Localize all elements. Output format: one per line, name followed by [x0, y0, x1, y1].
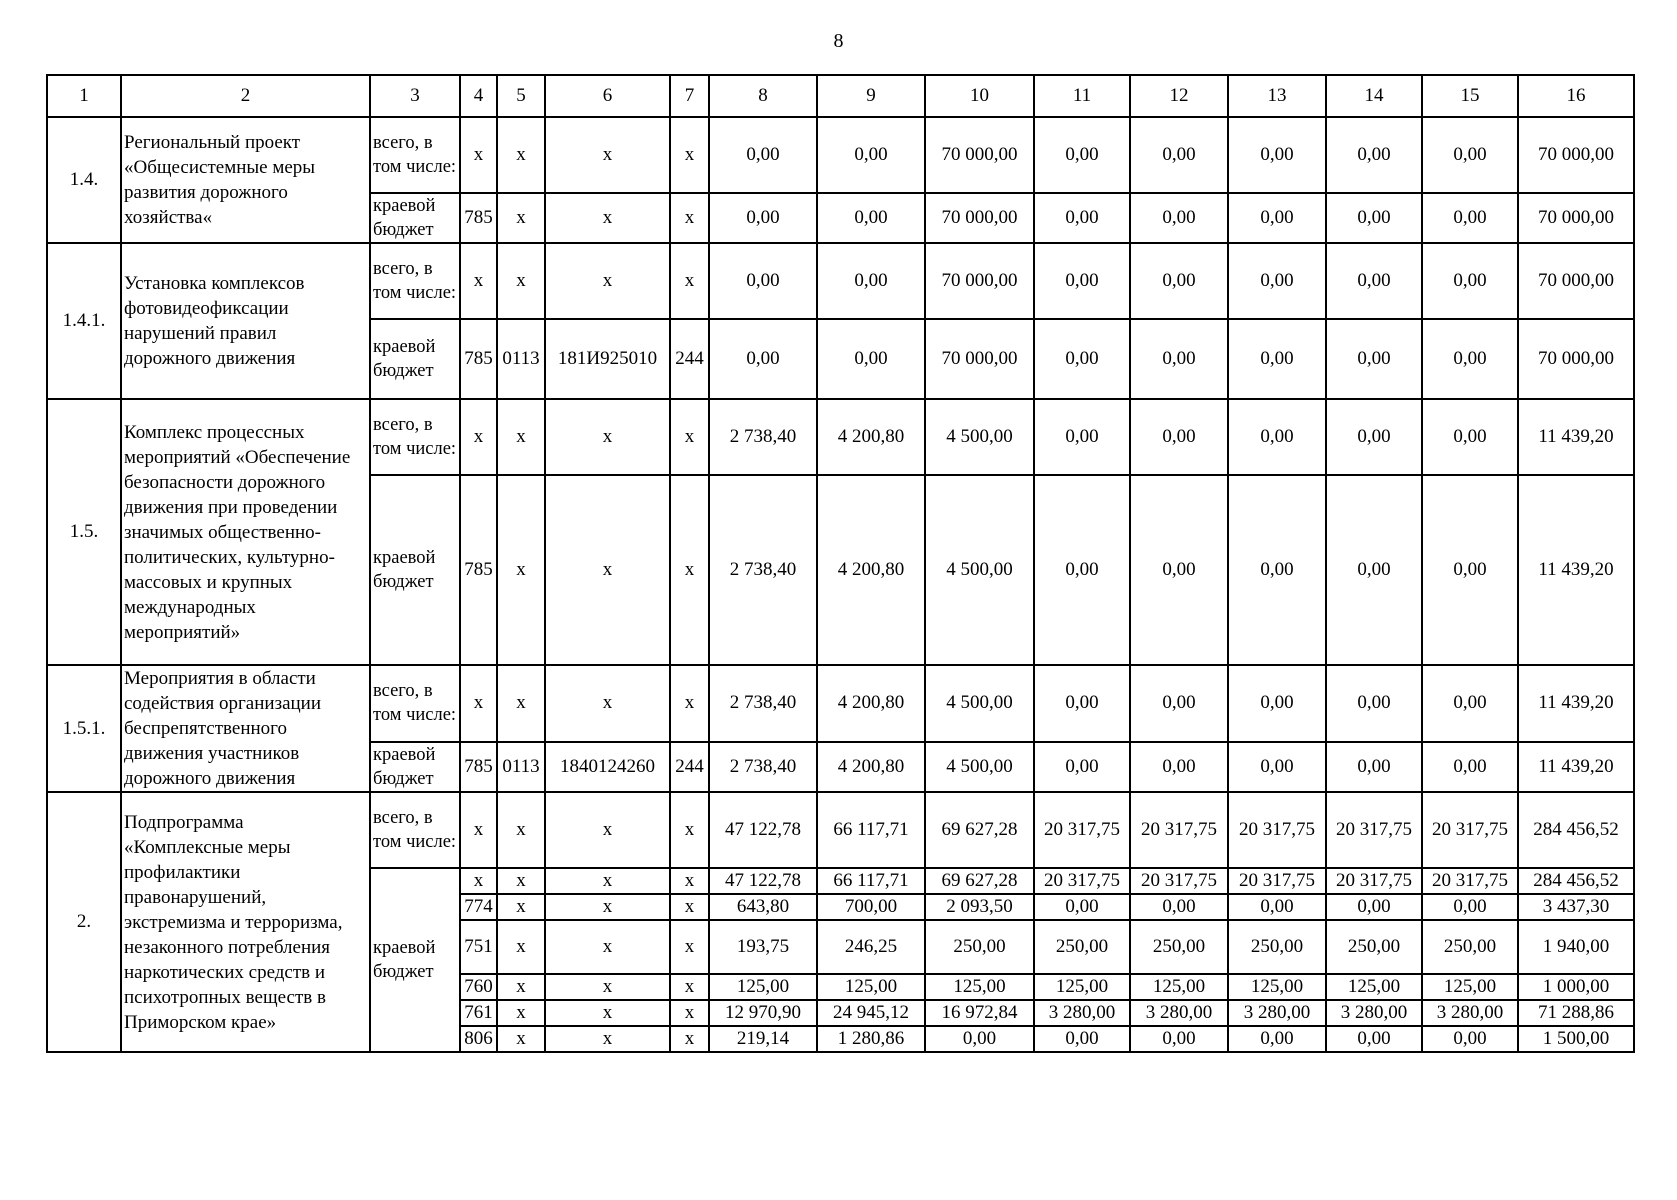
code-cell: x [545, 193, 670, 243]
code-cell: x [497, 920, 545, 974]
amount-cell: 0,00 [1326, 399, 1422, 475]
amount-cell: 0,00 [817, 117, 925, 193]
amount-cell: 0,00 [1130, 894, 1228, 920]
column-header: 1 [47, 75, 121, 117]
amount-cell: 66 117,71 [817, 792, 925, 868]
amount-cell: 0,00 [1034, 319, 1130, 399]
code-cell: x [670, 1026, 709, 1052]
amount-cell: 0,00 [1422, 894, 1518, 920]
code-cell: x [545, 243, 670, 319]
code-cell: x [670, 1000, 709, 1026]
table-body [47, 75, 1634, 1052]
amount-cell: 0,00 [1034, 665, 1130, 742]
code-cell: x [497, 792, 545, 868]
column-header: 14 [1326, 75, 1422, 117]
row-name: Комплекс процессных мероприятий «Обеспечение безопасности дорожного движения при проведении значимых общественно-политических, культурно-массовых и крупных международных мероприятий» [121, 399, 370, 665]
amount-cell: 70 000,00 [1518, 243, 1634, 319]
amount-cell: 0,00 [1422, 399, 1518, 475]
code-cell: x [545, 665, 670, 742]
column-header: 4 [460, 75, 497, 117]
column-header: 12 [1130, 75, 1228, 117]
amount-cell: 0,00 [1228, 117, 1326, 193]
amount-cell: 11 439,20 [1518, 665, 1634, 742]
code-cell: x [460, 399, 497, 475]
code-cell: x [460, 117, 497, 193]
amount-cell: 0,00 [709, 319, 817, 399]
code-cell: x [497, 117, 545, 193]
amount-cell: 125,00 [709, 974, 817, 1000]
code-cell: 181И925010 [545, 319, 670, 399]
amount-cell: 125,00 [1130, 974, 1228, 1000]
table-row [47, 117, 1634, 193]
funding-type-regional: краевой бюджет [370, 742, 460, 792]
column-header: 10 [925, 75, 1034, 117]
row-name: Установка комплексов фотовидеофиксации нарушений правил дорожного движения [121, 243, 370, 399]
amount-cell: 71 288,86 [1518, 1000, 1634, 1026]
column-header: 3 [370, 75, 460, 117]
amount-cell: 0,00 [709, 117, 817, 193]
amount-cell: 0,00 [817, 243, 925, 319]
funding-type-total: всего, в том числе: [370, 243, 460, 319]
amount-cell: 1 500,00 [1518, 1026, 1634, 1052]
code-cell: x [670, 475, 709, 665]
amount-cell: 219,14 [709, 1026, 817, 1052]
code-cell: x [460, 243, 497, 319]
column-header: 8 [709, 75, 817, 117]
amount-cell: 20 317,75 [1228, 792, 1326, 868]
row-number: 2. [47, 792, 121, 1052]
table-row [47, 243, 1634, 319]
amount-cell: 0,00 [1422, 475, 1518, 665]
code-cell: x [460, 792, 497, 868]
funding-type-total: всего, в том числе: [370, 665, 460, 742]
amount-cell: 250,00 [1034, 920, 1130, 974]
code-cell: x [670, 792, 709, 868]
amount-cell: 0,00 [1034, 894, 1130, 920]
amount-cell: 69 627,28 [925, 792, 1034, 868]
amount-cell: 125,00 [1326, 974, 1422, 1000]
amount-cell: 0,00 [1422, 742, 1518, 792]
amount-cell: 125,00 [1422, 974, 1518, 1000]
amount-cell: 0,00 [1326, 665, 1422, 742]
amount-cell: 0,00 [1422, 1026, 1518, 1052]
table-row [47, 792, 1634, 868]
amount-cell: 0,00 [1130, 742, 1228, 792]
amount-cell: 125,00 [1034, 974, 1130, 1000]
amount-cell: 700,00 [817, 894, 925, 920]
amount-cell: 1 000,00 [1518, 974, 1634, 1000]
row-number: 1.5. [47, 399, 121, 665]
amount-cell: 4 200,80 [817, 742, 925, 792]
amount-cell: 0,00 [1228, 1026, 1326, 1052]
amount-cell: 2 738,40 [709, 475, 817, 665]
code-cell: x [670, 243, 709, 319]
amount-cell: 4 500,00 [925, 475, 1034, 665]
code-cell: x [497, 665, 545, 742]
amount-cell: 69 627,28 [925, 868, 1034, 894]
amount-cell: 0,00 [1034, 1026, 1130, 1052]
column-header: 15 [1422, 75, 1518, 117]
amount-cell: 250,00 [1130, 920, 1228, 974]
amount-cell: 0,00 [1130, 1026, 1228, 1052]
code-cell: x [460, 868, 497, 894]
amount-cell: 125,00 [817, 974, 925, 1000]
column-header: 11 [1034, 75, 1130, 117]
code-cell: 0113 [497, 742, 545, 792]
amount-cell: 47 122,78 [709, 868, 817, 894]
amount-cell: 1 280,86 [817, 1026, 925, 1052]
amount-cell: 2 738,40 [709, 665, 817, 742]
code-cell: x [545, 974, 670, 1000]
amount-cell: 70 000,00 [1518, 319, 1634, 399]
amount-cell: 0,00 [1326, 117, 1422, 193]
amount-cell: 47 122,78 [709, 792, 817, 868]
amount-cell: 20 317,75 [1034, 868, 1130, 894]
amount-cell: 20 317,75 [1326, 792, 1422, 868]
amount-cell: 0,00 [817, 193, 925, 243]
amount-cell: 0,00 [1326, 894, 1422, 920]
amount-cell: 16 972,84 [925, 1000, 1034, 1026]
code-cell: x [497, 399, 545, 475]
code-cell: 785 [460, 742, 497, 792]
code-cell: 785 [460, 319, 497, 399]
funding-type-regional: краевой бюджет [370, 475, 460, 665]
amount-cell: 66 117,71 [817, 868, 925, 894]
code-cell: x [497, 475, 545, 665]
amount-cell: 4 500,00 [925, 665, 1034, 742]
column-header: 7 [670, 75, 709, 117]
code-cell: x [545, 117, 670, 193]
code-cell: 760 [460, 974, 497, 1000]
amount-cell: 0,00 [1130, 475, 1228, 665]
amount-cell: 20 317,75 [1422, 868, 1518, 894]
amount-cell: 0,00 [1422, 117, 1518, 193]
code-cell: x [670, 665, 709, 742]
amount-cell: 4 200,80 [817, 665, 925, 742]
code-cell: x [545, 1026, 670, 1052]
code-cell: x [670, 894, 709, 920]
amount-cell: 20 317,75 [1034, 792, 1130, 868]
code-cell: x [670, 974, 709, 1000]
funding-type-total: всего, в том числе: [370, 399, 460, 475]
code-cell: x [670, 193, 709, 243]
amount-cell: 0,00 [1034, 742, 1130, 792]
amount-cell: 0,00 [925, 1026, 1034, 1052]
row-name: Региональный проект «Общесистемные меры развития дорожного хозяйства« [121, 117, 370, 243]
funding-type-regional: краевой бюджет [370, 868, 460, 1052]
funding-type-total: всего, в том числе: [370, 117, 460, 193]
table-row [47, 399, 1634, 475]
amount-cell: 70 000,00 [1518, 117, 1634, 193]
amount-cell: 0,00 [1326, 475, 1422, 665]
amount-cell: 0,00 [1034, 117, 1130, 193]
code-cell: x [497, 243, 545, 319]
amount-cell: 20 317,75 [1422, 792, 1518, 868]
code-cell: 244 [670, 319, 709, 399]
code-cell: x [670, 920, 709, 974]
code-cell: 0113 [497, 319, 545, 399]
code-cell: 244 [670, 742, 709, 792]
amount-cell: 0,00 [1422, 243, 1518, 319]
budget-table [46, 74, 1635, 1053]
code-cell: x [545, 399, 670, 475]
amount-cell: 3 280,00 [1422, 1000, 1518, 1026]
code-cell: x [670, 399, 709, 475]
code-cell: x [670, 117, 709, 193]
amount-cell: 0,00 [1130, 243, 1228, 319]
amount-cell: 3 280,00 [1034, 1000, 1130, 1026]
amount-cell: 24 945,12 [817, 1000, 925, 1026]
amount-cell: 2 093,50 [925, 894, 1034, 920]
code-cell: x [545, 920, 670, 974]
column-header: 13 [1228, 75, 1326, 117]
code-cell: 785 [460, 193, 497, 243]
amount-cell: 70 000,00 [925, 117, 1034, 193]
column-header: 6 [545, 75, 670, 117]
code-cell: x [497, 1000, 545, 1026]
funding-type-regional: краевой бюджет [370, 193, 460, 243]
amount-cell: 20 317,75 [1326, 868, 1422, 894]
column-header: 16 [1518, 75, 1634, 117]
code-cell: x [497, 1026, 545, 1052]
amount-cell: 643,80 [709, 894, 817, 920]
amount-cell: 125,00 [1228, 974, 1326, 1000]
amount-cell: 0,00 [1228, 742, 1326, 792]
code-cell: x [545, 868, 670, 894]
column-header: 2 [121, 75, 370, 117]
code-cell: 1840124260 [545, 742, 670, 792]
row-number: 1.4.1. [47, 243, 121, 399]
amount-cell: 193,75 [709, 920, 817, 974]
header-row [47, 75, 1634, 117]
code-cell: 774 [460, 894, 497, 920]
code-cell: x [670, 868, 709, 894]
amount-cell: 3 280,00 [1326, 1000, 1422, 1026]
amount-cell: 125,00 [925, 974, 1034, 1000]
code-cell: x [497, 193, 545, 243]
amount-cell: 4 500,00 [925, 399, 1034, 475]
amount-cell: 0,00 [817, 319, 925, 399]
amount-cell: 0,00 [1326, 1026, 1422, 1052]
code-cell: x [545, 792, 670, 868]
amount-cell: 0,00 [1326, 319, 1422, 399]
amount-cell: 12 970,90 [709, 1000, 817, 1026]
amount-cell: 0,00 [1034, 399, 1130, 475]
amount-cell: 0,00 [1228, 894, 1326, 920]
amount-cell: 0,00 [1228, 193, 1326, 243]
code-cell: 751 [460, 920, 497, 974]
code-cell: x [497, 974, 545, 1000]
amount-cell: 0,00 [1326, 742, 1422, 792]
amount-cell: 2 738,40 [709, 742, 817, 792]
amount-cell: 0,00 [709, 243, 817, 319]
code-cell: x [545, 894, 670, 920]
code-cell: x [497, 894, 545, 920]
amount-cell: 20 317,75 [1130, 868, 1228, 894]
code-cell: x [460, 665, 497, 742]
column-header: 5 [497, 75, 545, 117]
amount-cell: 0,00 [1130, 193, 1228, 243]
amount-cell: 70 000,00 [1518, 193, 1634, 243]
amount-cell: 11 439,20 [1518, 399, 1634, 475]
amount-cell: 0,00 [1034, 243, 1130, 319]
amount-cell: 3 280,00 [1228, 1000, 1326, 1026]
amount-cell: 0,00 [1130, 319, 1228, 399]
amount-cell: 4 500,00 [925, 742, 1034, 792]
amount-cell: 0,00 [1228, 665, 1326, 742]
amount-cell: 0,00 [1130, 665, 1228, 742]
amount-cell: 250,00 [1422, 920, 1518, 974]
page-number: 8 [833, 30, 844, 52]
amount-cell: 0,00 [1130, 117, 1228, 193]
amount-cell: 11 439,20 [1518, 475, 1634, 665]
amount-cell: 0,00 [1422, 665, 1518, 742]
amount-cell: 0,00 [1228, 243, 1326, 319]
amount-cell: 1 940,00 [1518, 920, 1634, 974]
row-name: Мероприятия в области содействия организации беспрепятственного движения участников дорожного движения [121, 665, 370, 792]
amount-cell: 0,00 [1228, 319, 1326, 399]
amount-cell: 0,00 [1034, 193, 1130, 243]
row-number: 1.4. [47, 117, 121, 243]
amount-cell: 250,00 [1326, 920, 1422, 974]
amount-cell: 70 000,00 [925, 243, 1034, 319]
amount-cell: 250,00 [1228, 920, 1326, 974]
code-cell: 785 [460, 475, 497, 665]
amount-cell: 0,00 [1326, 243, 1422, 319]
amount-cell: 0,00 [1130, 399, 1228, 475]
funding-type-regional: краевой бюджет [370, 319, 460, 399]
amount-cell: 246,25 [817, 920, 925, 974]
column-header: 9 [817, 75, 925, 117]
code-cell: x [545, 1000, 670, 1026]
amount-cell: 0,00 [1422, 319, 1518, 399]
code-cell: x [545, 475, 670, 665]
amount-cell: 0,00 [1422, 193, 1518, 243]
table-row [47, 665, 1634, 742]
amount-cell: 0,00 [709, 193, 817, 243]
funding-type-total: всего, в том числе: [370, 792, 460, 868]
amount-cell: 4 200,80 [817, 475, 925, 665]
amount-cell: 20 317,75 [1130, 792, 1228, 868]
amount-cell: 20 317,75 [1228, 868, 1326, 894]
amount-cell: 3 437,30 [1518, 894, 1634, 920]
amount-cell: 11 439,20 [1518, 742, 1634, 792]
amount-cell: 70 000,00 [925, 193, 1034, 243]
amount-cell: 3 280,00 [1130, 1000, 1228, 1026]
code-cell: 761 [460, 1000, 497, 1026]
code-cell: x [497, 868, 545, 894]
amount-cell: 4 200,80 [817, 399, 925, 475]
amount-cell: 0,00 [1228, 399, 1326, 475]
amount-cell: 0,00 [1228, 475, 1326, 665]
amount-cell: 284 456,52 [1518, 868, 1634, 894]
amount-cell: 284 456,52 [1518, 792, 1634, 868]
amount-cell: 250,00 [925, 920, 1034, 974]
amount-cell: 0,00 [1034, 475, 1130, 665]
row-number: 1.5.1. [47, 665, 121, 792]
amount-cell: 70 000,00 [925, 319, 1034, 399]
amount-cell: 0,00 [1326, 193, 1422, 243]
amount-cell: 2 738,40 [709, 399, 817, 475]
code-cell: 806 [460, 1026, 497, 1052]
row-name: Подпрограмма «Комплексные меры профилактики правонарушений, экстремизма и терроризма, незаконного потребления наркотических средств и психотропных веществ в Приморском крае» [121, 792, 370, 1052]
